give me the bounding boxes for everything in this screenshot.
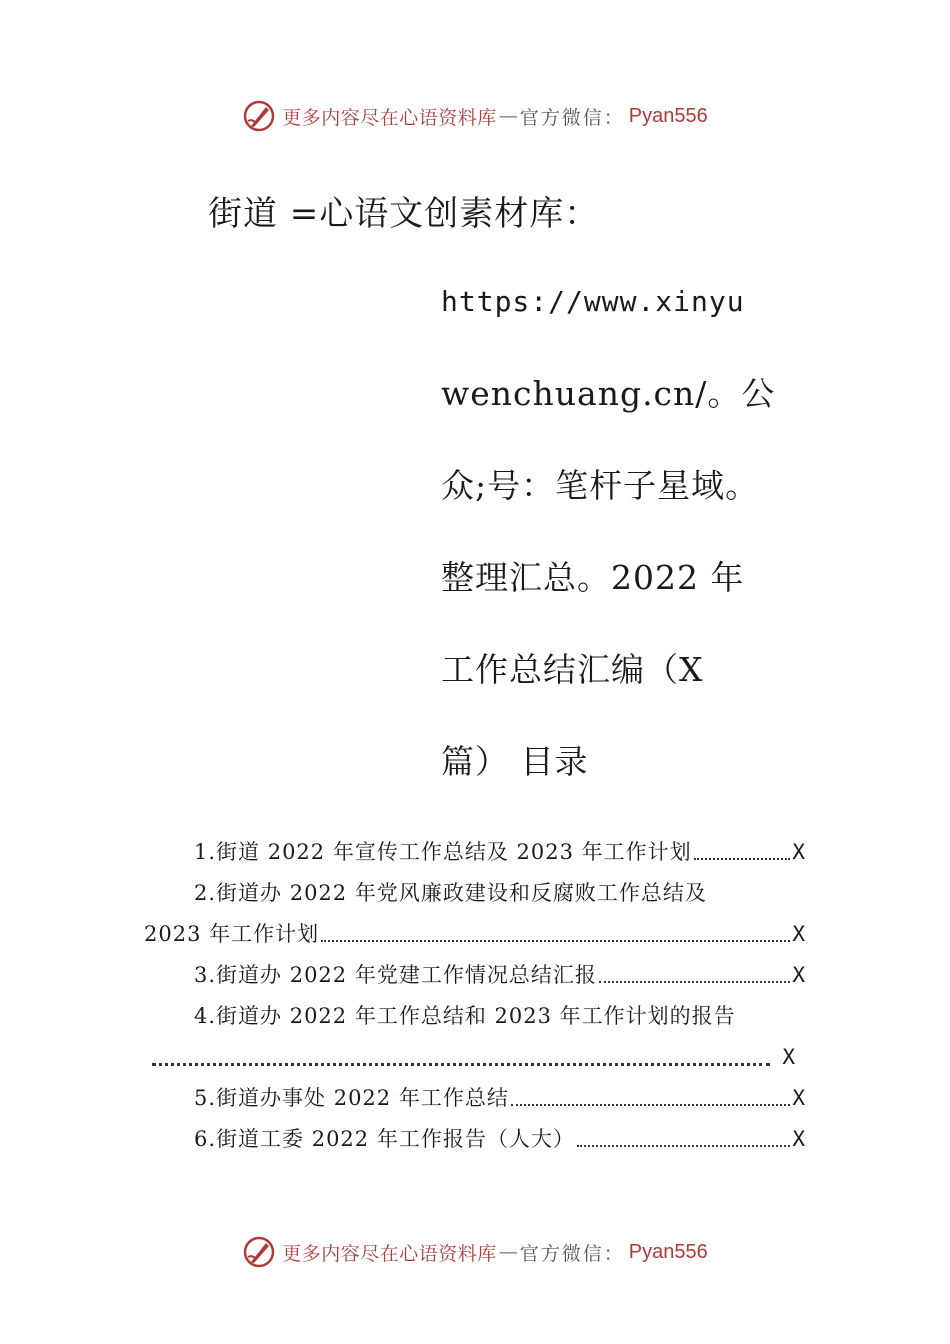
footer-banner [0, 1232, 950, 1272]
toc-leader [599, 955, 791, 983]
toc-item-4-line-b[interactable] [150, 1037, 796, 1078]
banner-dash: — [498, 1241, 518, 1263]
title-block [441, 280, 776, 832]
banner-wechat-id: Pyan556 [628, 1240, 708, 1263]
toc-item-text: 5.街道办事处 2022 年工作总结 [194, 1086, 509, 1110]
title-line-3: wenchuang.cn/。公 [441, 374, 776, 413]
title-line-2: https://www.xinyu [441, 285, 745, 318]
toc-item-5[interactable] [194, 1078, 806, 1119]
header-banner [0, 96, 950, 136]
toc-page: X [782, 1045, 796, 1069]
toc-item-3[interactable] [194, 955, 806, 996]
toc-item-1[interactable] [194, 832, 806, 873]
toc-item-text: 6.街道工委 2022 年工作报告（人大） [194, 1127, 575, 1151]
toc-item-4-line-a[interactable] [194, 996, 806, 1037]
toc-item-text: 2.街道办 2022 年党风廉政建设和反腐败工作总结及 [194, 881, 707, 905]
toc-page: X [792, 922, 806, 946]
toc-page: X [792, 963, 806, 987]
banner-wechat-id: Pyan556 [628, 104, 708, 127]
toc-leader [152, 1037, 770, 1066]
quill-logo-icon [242, 99, 276, 133]
title-line-1: 街道 =心语文创素材库： [208, 194, 600, 234]
title-line-7: 篇） 目录 [441, 742, 589, 781]
toc-item-text: 4.街道办 2022 年工作总结和 2023 年工作计划的报告 [194, 1004, 736, 1028]
toc-page: X [792, 1127, 806, 1151]
toc-item-text: 1.街道 2022 年宣传工作总结及 2023 年工作计划 [194, 840, 692, 864]
quill-logo-icon [242, 1235, 276, 1269]
toc-item-2-line-b[interactable] [144, 914, 806, 955]
toc-item-2-line-a[interactable] [194, 873, 806, 914]
title-line-4: 众;号：笔杆子星域。 [441, 466, 760, 505]
banner-site-text: 更多内容尽在心语资料库 [282, 1242, 497, 1265]
toc-page: X [792, 840, 806, 864]
banner-dash: — [498, 105, 518, 127]
toc-leader [694, 832, 791, 860]
title-line-6: 工作总结汇编（X [441, 650, 704, 689]
banner-wechat-label: 官方微信： [519, 1242, 625, 1265]
toc-leader [321, 914, 790, 942]
banner-site-text: 更多内容尽在心语资料库 [282, 106, 497, 129]
title-line-5: 整理汇总。2022 年 [441, 558, 745, 597]
toc-leader [511, 1078, 791, 1106]
toc-leader [577, 1119, 791, 1147]
banner-wechat-label: 官方微信： [519, 106, 625, 129]
toc-item-6[interactable] [194, 1119, 806, 1160]
toc-item-text: 2023 年工作计划 [144, 922, 320, 946]
toc-page: X [792, 1086, 806, 1110]
toc-item-text: 3.街道办 2022 年党建工作情况总结汇报 [194, 963, 597, 987]
